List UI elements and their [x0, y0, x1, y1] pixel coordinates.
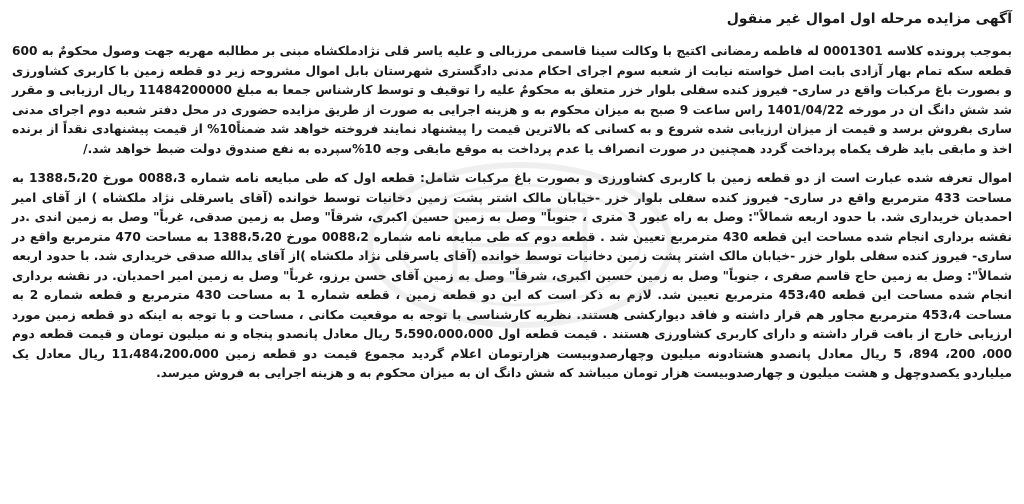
notice-paragraph-case-details: بموجب پرونده کلاسه 0001301 له فاطمه رمضانی اکتیج با وکالت سینا قاسمی مرزبالی و علیه یاسر قلی نژادملکشاه مبنی بر مطالبه مهریه جهت وصول محکومٌ به 600 قطعه سکه تمام بهار آزادی بابت اصل خواسته نیابت از شعبه سوم اجرای احکام مدنی دادگستری شهرستان بابل اموال مشروحه زیر دو قطعه زمین با کاربری کشاورزی و بصورت باغ مرکبات واقع در ساری- فیروز کنده سفلی بلوار خزر متعلق به محکومٌ علیه را توقیف و توسط کارشناس جمعا به مبلغ 11484200000 ریال ارزیابی و مقرر شد شش دانگ ان در مورخه 1401/04/22 راس ساعت 9 صبح به میزان محکوم به و هزینه اجرایی به صورت از طریق مزایده حضوری در محل دفتر شعبه دوم اجرای مدنی ساری بفروش برسد و قیمت از میزان ارزیابی شده شروع و به کسانی که بالاترین قیمت را پیشنهاد نمایند فروخته خواهد شد ضمناً10% از قیمت پیشنهادی نقداً از برنده اخذ و مابقی باید ظرف یکماه پرداخت گردد همچنین در صورت انصراف یا عدم پرداخت به موقع مابقی وجه 10%سپرده به نفع صندوق دولت ضبط خواهد شد./: [12, 44, 1012, 156]
notice-paragraph-property-description: اموال تعرفه شده عبارت است از دو قطعه زمین با کاربری کشاورزی و بصورت باغ مرکبات شامل: قطعه اول که طی مبایعه نامه شماره 0088،3 مورخ 1388،5،20 به مساحت 433 مترمربع واقع در ساری- فیروز کنده سفلی بلوار خزر -خیابان مالک اشتر پشت زمین دخانیات توسط خوانده (آقای یاسرقلی نژاد ملکشاه ) از آقای امیر احمدیان خریداری شد. با حدود اربعه شمالاً": وصل به راه عبور 3 متری ، جنوباً" وصل به زمین حسین اکبری، شرقاً" وصل به زمین صدقی، غرباً" وصل به زمین اندی .در نقشه برداری انجام شده مساحت این قطعه 430 مترمربع تعیین شد . قطعه دوم که طی مبایعه نامه شماره 0088،2 مورخ 1388،5،20 به مساحت 470 مترمربع واقع در ساری- فیروز کنده سفلی بلوار خزر -خیابان مالک اشتر پشت زمین دخانیات توسط خوانده (آقای یاسرقلی نژاد ملکشاه )از آقای یدالله صدقی خریداری شد. با حدود اربعه شمالاً": وصل به زمین حاج قاسم صفری ، جنوباً" وصل به زمین حسین اکبری، شرقاً" وصل به زمین آقای حسن برزو، غرباً" وصل به زمین امیر احمدیان. در نقشه برداری انجام شده مساحت این قطعه 453،40 مترمربع تعیین شد. لازم به ذکر است که این دو قطعه زمین ، قطعه شماره 1 به مساحت 430 مترمربع و قطعه شماره 2 به مساحت 453،4 مترمربع مجاور هم قرار داشته و فاقد دیوارکشی هستند. نظریه کارشناسی با توجه به موقعیت مکانی ، مساحت و با توجه به اینکه دو قطعه زمین مورد ارزیابی خارج از بافت قرار داشته و دارای کاربری کشاورزی هستند . قیمت قطعه اول 5،590،000،000 ریال معادل پانصدو پنجاه و نه میلیون تومان و قیمت قطعه دوم 000، 200، 894، 5 ریال معادل پانصدو هشتادونه میلیون وچهارصدوبیست هزارتومان اعلام گردید مجموع قیمت دو قطعه زمین 11،484،200،000 ریال معادل یک میلیاردو یکصدوچهل و هشت میلیون و چهارصدوبیست هزار تومان میباشد که شش دانگ ان به میزان محکوم به و هزینه اجرایی به فروش میرسد.: [12, 171, 1013, 380]
notice-title: آگهی مزایده مرحله اول اموال غیر منقول: [726, 11, 1012, 27]
